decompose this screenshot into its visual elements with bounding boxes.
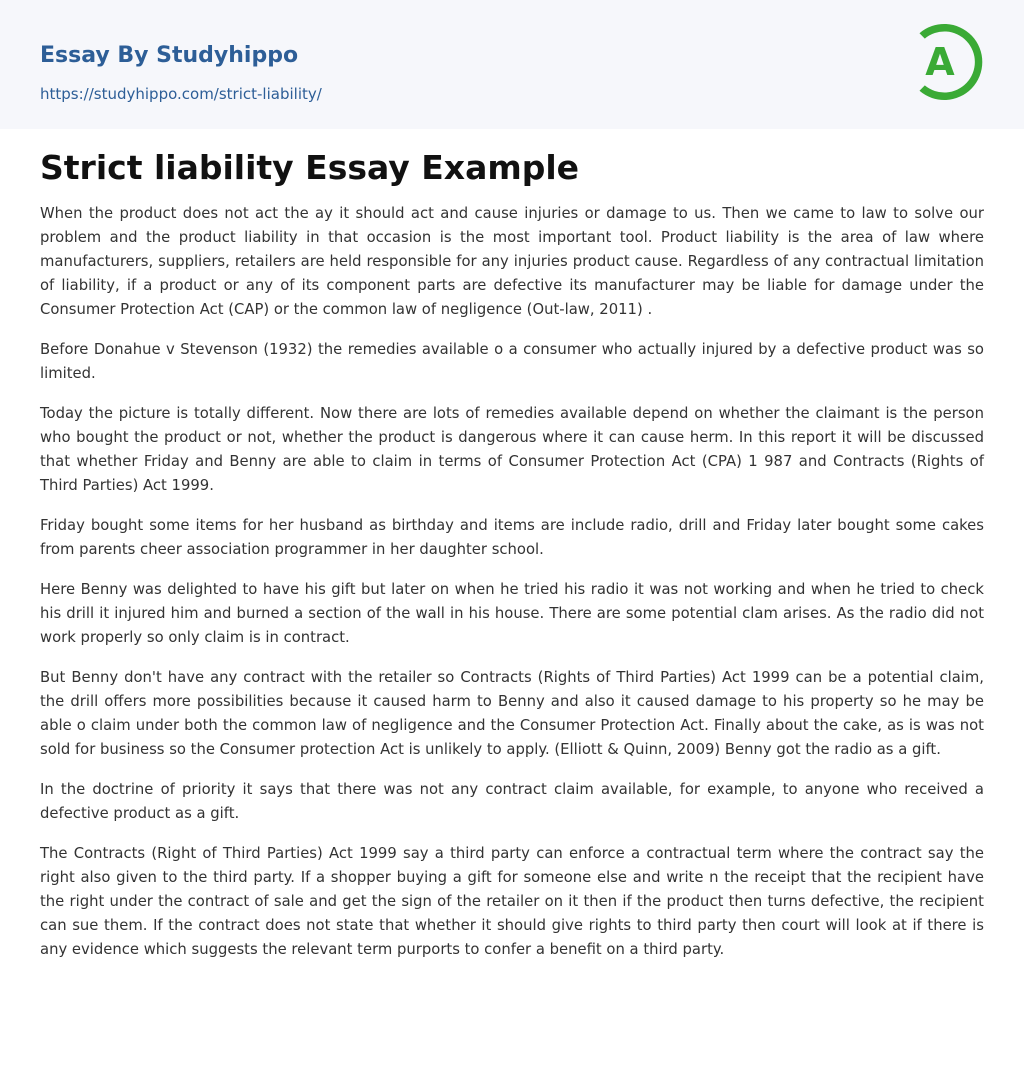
studyhippo-logo-icon[interactable] <box>912 19 986 105</box>
essay-paragraph: But Benny don't have any contract with the retailer so Contracts (Rights of Third Parties) Act 1999 can be a potential claim, the drill offers more possibilities because it caused harm to Benny and also it caused damage to his property so he may be able o claim under both the common law of negligence and the Consumer Protection Act. Finally about the cake, as is was not sold for business so the Consumer protection Act is unlikely to apply. (Elliott & Quinn, 2009) Benny got the radio as a gift. <box>40 669 984 758</box>
article-container <box>0 129 1024 962</box>
essay-paragraph: Before Donahue v Stevenson (1932) the remedies available o a consumer who actually injured by a defective product was so limited. <box>40 341 984 382</box>
logo-svg <box>912 19 986 105</box>
logo-letter: A <box>925 40 955 84</box>
site-header <box>0 0 1024 129</box>
essay-paragraph: Today the picture is totally different. Now there are lots of remedies available depend on whether the claimant is the person who bought the product or not, whether the product is dangerous where it can cause herm. In this report it will be discussed that whether Friday and Benny are able to claim in terms of Consumer Protection Act (CPA) 1 987 and Contracts (Rights of Third Parties) Act 1999. <box>40 405 984 494</box>
essay-paragraph: The Contracts (Right of Third Parties) Act 1999 say a third party can enforce a contractual term where the contract say the right also given to the third party. If a shopper buying a gift for someone else and write n the receipt that the recipient have the right under the contract of sale and get the sign of the retailer on it then if the product then turns defective, the recipient can sue them. If the contract does not state that whether it should give rights to third party then court will look at if there is any evidence which suggests the relevant term purports to confer a benefit on a third party. <box>40 845 984 958</box>
essay-body <box>40 202 984 962</box>
site-title[interactable]: Essay By Studyhippo <box>40 43 299 68</box>
essay-paragraph: In the doctrine of priority it says that there was not any contract claim available, for example, to anyone who received a defective product as a gift. <box>40 781 984 822</box>
essay-paragraph: When the product does not act the ay it should act and cause injuries or damage to us. Then we came to law to solve our problem and the product liability in that occasion is the most important tool. Product liability is the area of law where manufacturers, suppliers, retailers are held responsible for any injuries product cause. Regardless of any contractual limitation of liability, if a product or any of its component parts are defective its manufacturer may be liable for damage under the Consumer Protection Act (CAP) or the common law of negligence (Out-law, 2011) . <box>40 205 984 318</box>
page-title: Strict liability Essay Example <box>40 148 580 187</box>
essay-paragraph: Here Benny was delighted to have his gift but later on when he tried his radio it was not working and when he tried to check his drill it injured him and burned a section of the wall in his house. There are some potential clam arises. As the radio did not work properly so only claim is in contract. <box>40 581 984 646</box>
article-url-link[interactable]: https://studyhippo.com/strict-liability/ <box>40 85 322 103</box>
essay-paragraph: Friday bought some items for her husband as birthday and items are include radio, drill and Friday later bought some cakes from parents cheer association programmer in her daughter school. <box>40 517 984 558</box>
